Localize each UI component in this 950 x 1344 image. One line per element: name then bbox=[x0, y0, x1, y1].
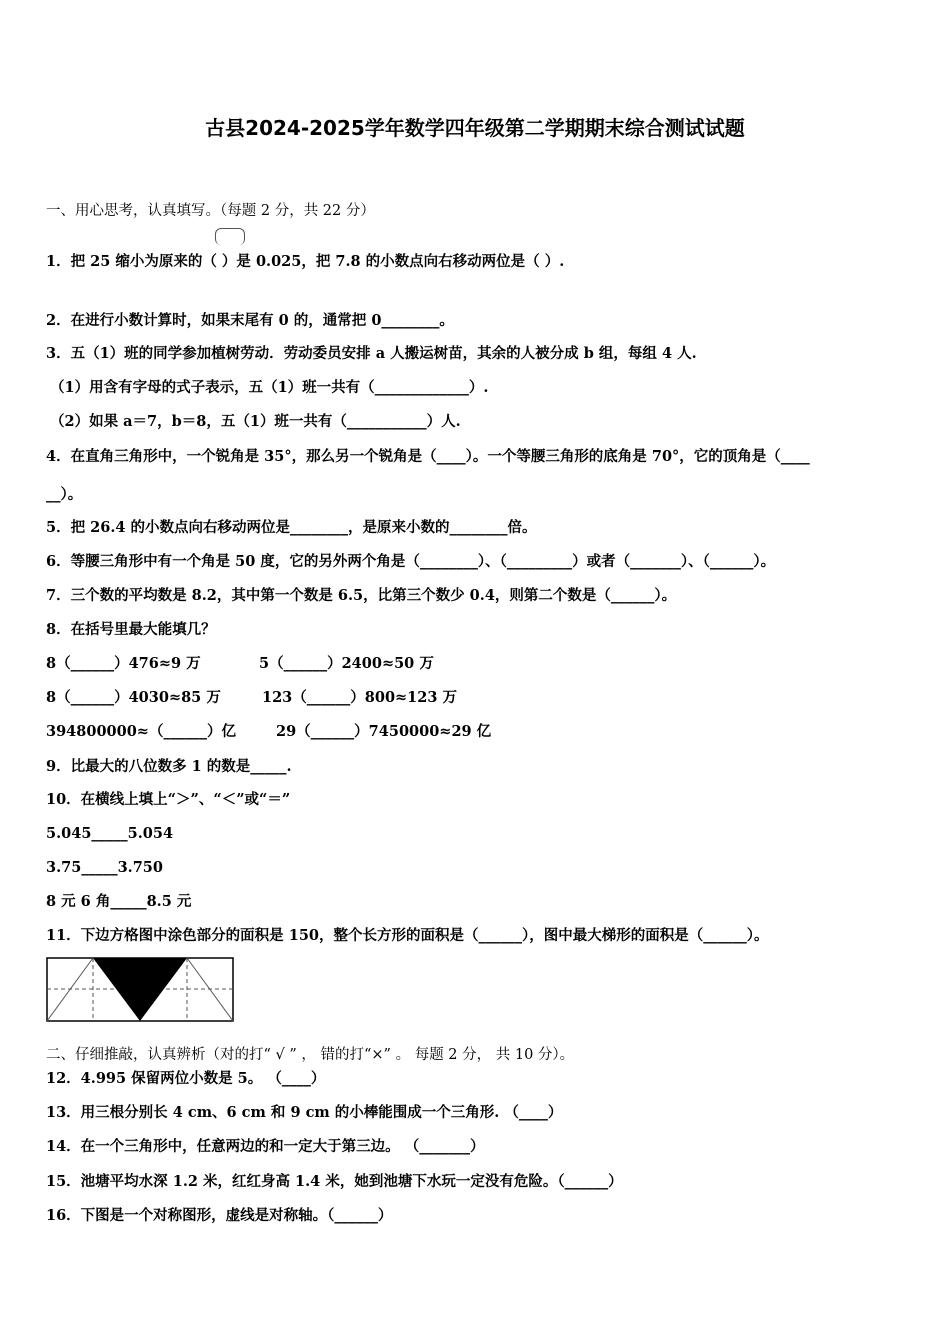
question-9: 9．比最大的八位数多 1 的数是_____. bbox=[46, 758, 292, 775]
question-8-item-6: 29（______）7450000≈29 亿 bbox=[276, 723, 492, 740]
question-8-item-2: 5（______）2400≈50 万 bbox=[259, 655, 434, 672]
question-16: 16．下图是一个对称图形，虚线是对称轴。（______） bbox=[46, 1207, 393, 1224]
question-8-item-1: 8（______）476≈9 万 bbox=[46, 655, 201, 672]
question-1: 1．把 25 缩小为原来的（ ）是 0.025，把 7.8 的小数点向右移动两位是（ ）. bbox=[46, 253, 565, 270]
section-2-heading: 二、仔细推敲，认真辨析（对的打“ √ ” ， 错的打“×” 。 每题 2 分， 共 10 分）。 bbox=[46, 1047, 575, 1063]
question-8: 8．在括号里最大能填几？ bbox=[46, 621, 216, 638]
fraction-blank-top bbox=[215, 228, 245, 245]
question-3-part-1: （1）用含有字母的式子表示，五（1）班一共有（_____________）. bbox=[50, 379, 489, 396]
question-10-item-2: 3.75_____3.750 bbox=[46, 859, 163, 876]
question-10: 10．在横线上填上“＞”、“＜”或“＝” bbox=[46, 791, 291, 808]
question-14: 14．在一个三角形中，任意两边的和一定大于第三边。 （_______） bbox=[46, 1138, 485, 1155]
shaded-triangle bbox=[93, 958, 187, 1021]
question-4: 4．在直角三角形中，一个锐角是 35°，那么另一个锐角是（____）。一个等腰三角形的底角是 70°，它的顶角是（____ bbox=[46, 448, 810, 465]
question-10-item-3: 8 元 6 角_____8.5 元 bbox=[46, 893, 192, 910]
question-12: 12．4.995 保留两位小数是 5。 （____） bbox=[46, 1070, 326, 1087]
question-10-item-1: 5.045_____5.054 bbox=[46, 825, 174, 842]
question-3-part-2: （2）如果 a＝7，b＝8，五（1）班一共有（___________）人. bbox=[50, 413, 461, 430]
question-5: 5．把 26.4 的小数点向右移动两位是________，是原来小数的________倍。 bbox=[46, 519, 537, 536]
question-6: 6．等腰三角形中有一个角是 50 度，它的另外两个角是（________）、（_________）或者（_______）、（______）。 bbox=[46, 553, 776, 570]
question-7: 7．三个数的平均数是 8.2，其中第一个数是 6.5，比第三个数少 0.4，则第二个数是（______）。 bbox=[46, 587, 677, 604]
trapezoid-left-edge bbox=[47, 958, 93, 1021]
question-2: 2．在进行小数计算时，如果末尾有 0 的，通常把 0________。 bbox=[46, 312, 454, 329]
grid-figure bbox=[46, 957, 234, 1023]
question-8-item-3: 8（______）4030≈85 万 bbox=[46, 689, 221, 706]
question-3: 3．五（1）班的同学参加植树劳动．劳动委员安排 a 人搬运树苗，其余的人被分成 b 组，每组 4 人. bbox=[46, 345, 697, 362]
question-15: 15．池塘平均水深 1.2 米，红红身高 1.4 米，她到池塘下水玩一定没有危险。（______） bbox=[46, 1173, 623, 1190]
trapezoid-right-edge bbox=[187, 958, 233, 1021]
question-4-continued: __）。 bbox=[46, 486, 83, 503]
question-13: 13．用三根分别长 4 cm、6 cm 和 9 cm 的小棒能围成一个三角形. （____） bbox=[46, 1104, 563, 1121]
question-8-item-4: 123（______）800≈123 万 bbox=[262, 689, 457, 706]
section-1-heading: 一、用心思考，认真填写。（每题 2 分，共 22 分） bbox=[46, 203, 375, 219]
question-8-item-5: 394800000≈（______）亿 bbox=[46, 723, 236, 740]
page-title: 古县2024-2025学年数学四年级第二学期期末综合测试试题 bbox=[205, 116, 745, 140]
question-11: 11．下边方格图中涂色部分的面积是 150，整个长方形的面积是（______），图中最大梯形的面积是（______）。 bbox=[46, 927, 769, 944]
